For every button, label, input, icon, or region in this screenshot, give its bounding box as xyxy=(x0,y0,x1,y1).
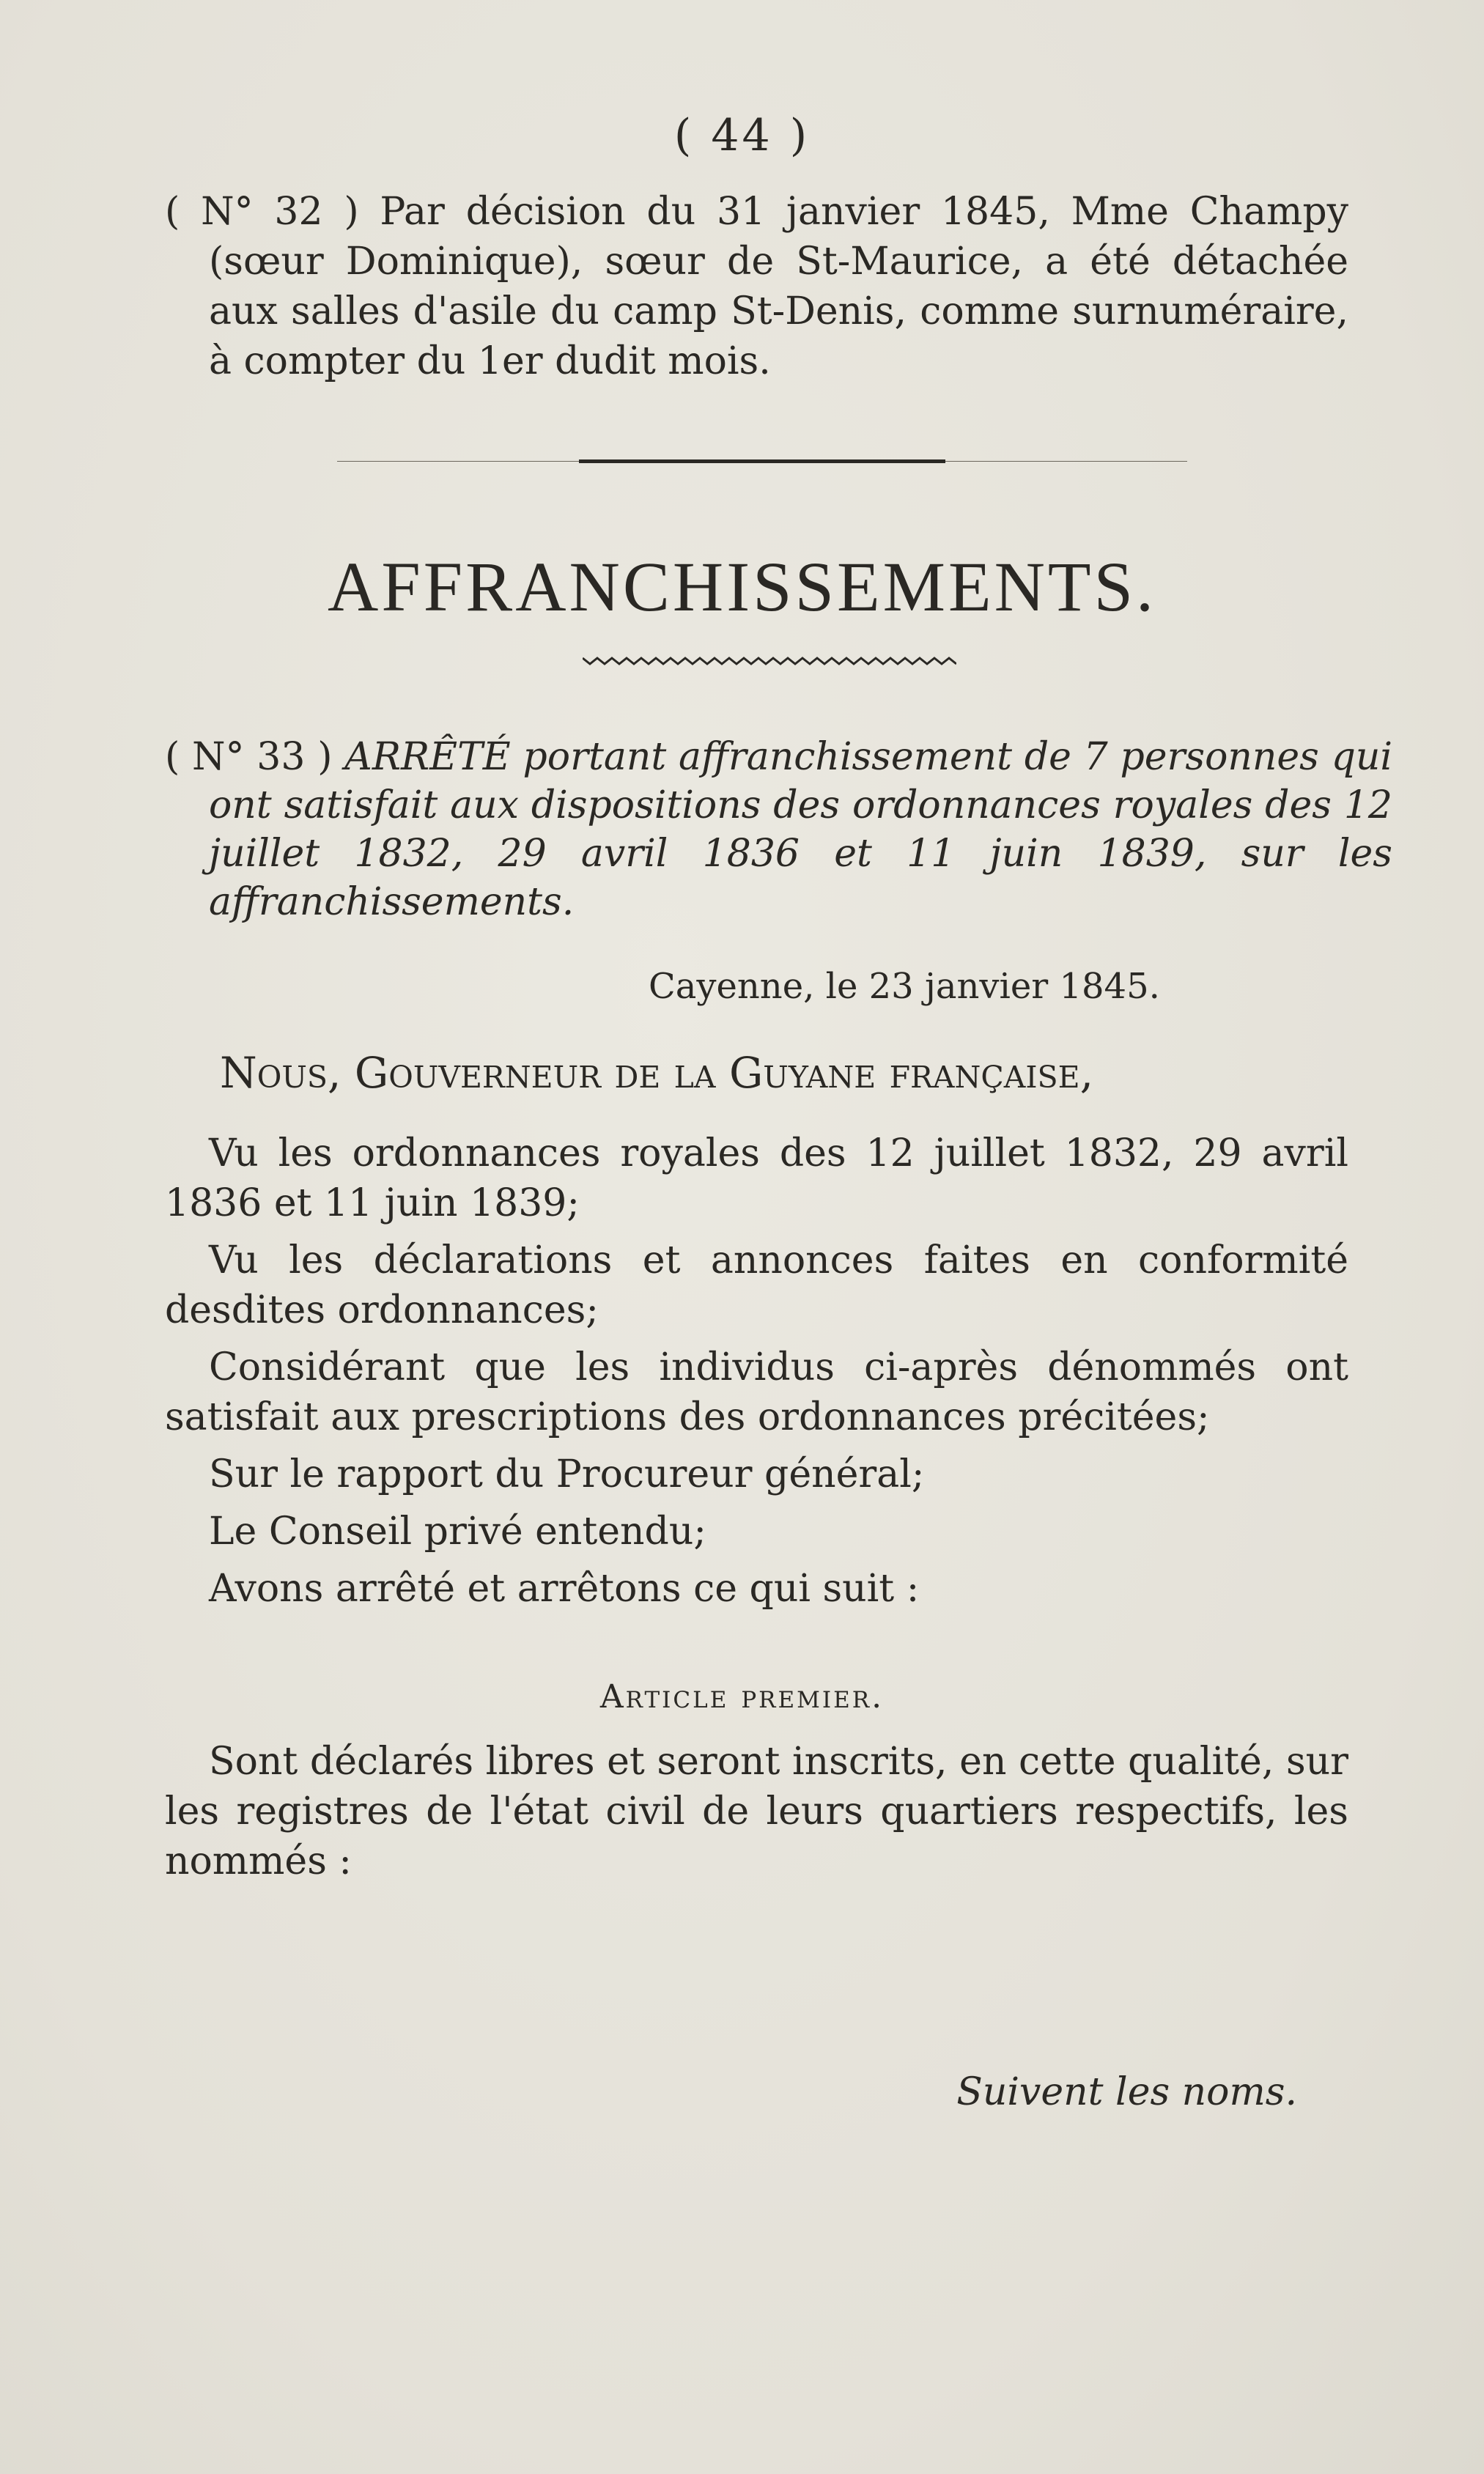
consideration-item: Sur le rapport du Procureur général; xyxy=(209,1452,925,1496)
entry-32-body: Par décision du 31 janvier 1845, Mme Champy (sœur Dominique), sœur de St-Maurice, a été détachée aux salles d'asile du camp St-Denis, comme surnuméraire, à compter du 1er dudit mois. xyxy=(209,190,1348,383)
entry-33-title-block xyxy=(165,733,1392,926)
ornament-divider xyxy=(583,656,956,666)
section-divider-rule xyxy=(337,458,1187,465)
entry-32 xyxy=(165,187,1348,386)
entry-32-number: ( N° 32 ) xyxy=(165,190,359,234)
article-text: Sont déclarés libres et seront inscrits, en cette qualité, sur les registres de l'état civil de leurs quartiers respectifs, les nommés : xyxy=(165,1740,1348,1883)
closing-note: Suivent les noms. xyxy=(956,2070,1297,2114)
entry-33-number: ( N° 33 ) xyxy=(165,735,333,779)
section-title: AFFRANCHISSEMENTS. xyxy=(328,547,1156,626)
page-number: ( 44 ) xyxy=(673,110,811,161)
entry-33-title: ARRÊTÉ portant affranchissement de 7 personnes qui ont satisfait aux dispositions des ordonnances royales des 12 juillet 1832, 29 avril 1836 et 11 juin 1839, sur les affranchissements. xyxy=(209,735,1392,924)
consideration-item: Vu les ordonnances royales des 12 juillet 1832, 29 avril 1836 et 11 juin 1839; xyxy=(165,1131,1348,1225)
preamble: Nous, Gouverneur de la Guyane française, xyxy=(220,1048,1094,1098)
consideration-item: Le Conseil privé entendu; xyxy=(209,1510,706,1554)
consideration-item: Avons arrêté et arrêtons ce qui suit : xyxy=(209,1567,920,1611)
consideration-item: Vu les déclarations et annonces faites en conformité desdites ordonnances; xyxy=(165,1238,1348,1332)
article-heading: Article premier. xyxy=(599,1678,885,1716)
entry-32-text xyxy=(165,187,1348,386)
article-body xyxy=(165,1737,1348,1886)
dateline: Cayenne, le 23 janvier 1845. xyxy=(649,966,1160,1007)
considerations-list xyxy=(165,1129,1348,1614)
consideration-item: Considérant que les individus ci-après dénommés ont satisfait aux prescriptions des ordonnances précitées; xyxy=(165,1345,1348,1439)
